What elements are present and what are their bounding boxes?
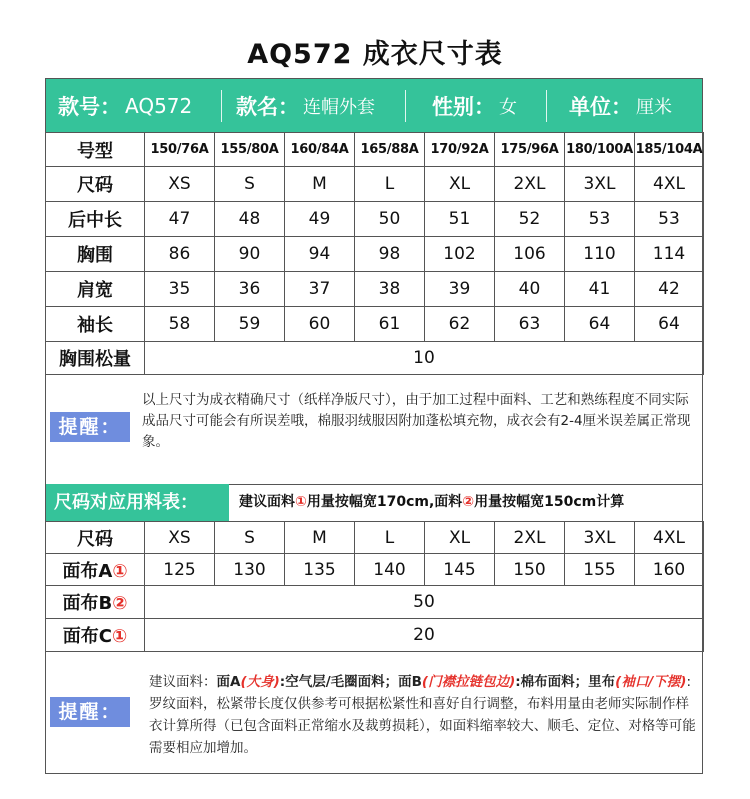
row-header: 胸围: [46, 237, 145, 272]
row-header: 后中长: [46, 202, 145, 237]
table-cell: 37: [285, 272, 355, 307]
style-number: 款号： AQ572: [58, 93, 193, 119]
table-cell: 135: [285, 554, 355, 586]
table-cell: 39: [425, 272, 495, 307]
style-name: 款名： 连帽外套: [236, 94, 375, 119]
table-cell: M: [285, 522, 355, 554]
table-cell: 59: [215, 307, 285, 342]
table-row: [46, 554, 704, 586]
table-cell: 63: [495, 307, 565, 342]
reminder-text: 建议面料：面A(大身):空气层/毛圈面料；面B(门襟拉链包边):棉布面料；里布(袖口/下摆):罗纹面料，松紧带长度仅供参考可根据松紧性和喜好自行调整，布料用量由老师实际制作样衣计算所得（已包含面料正常缩水及裁剪损耗），如面料缩率较大、顺毛、定位、对格等可能需要相应加增加。: [149, 674, 696, 756]
size-cell: 180/100A: [565, 133, 635, 167]
table-row: [46, 202, 704, 237]
table-cell: 145: [425, 554, 495, 586]
row-header: 面布C①: [46, 619, 145, 652]
table-cell: 53: [565, 202, 635, 237]
table-cell: 110: [565, 237, 635, 272]
row-header: 肩宽: [46, 272, 145, 307]
fabric-section-header: [46, 484, 702, 521]
row-header: 袖长: [46, 307, 145, 342]
row-header: 胸围松量: [46, 342, 145, 375]
table-cell: L: [355, 167, 425, 202]
size-cell: 185/104A: [635, 133, 704, 167]
table-cell: 4XL: [635, 522, 704, 554]
size-chart-frame: [45, 78, 703, 774]
table-cell: 48: [215, 202, 285, 237]
table-cell: 3XL: [565, 522, 635, 554]
table-cell: XL: [425, 522, 495, 554]
table-cell: 41: [565, 272, 635, 307]
table-cell: 50: [355, 202, 425, 237]
table-cell: 60: [285, 307, 355, 342]
table-cell: 64: [635, 307, 704, 342]
table-cell: 102: [425, 237, 495, 272]
table-row: [46, 586, 704, 619]
size-cell: 160/84A: [285, 133, 355, 167]
table-cell: 62: [425, 307, 495, 342]
table-cell: 64: [565, 307, 635, 342]
table-row: [46, 237, 704, 272]
table-cell: 53: [635, 202, 704, 237]
size-cell: 170/92A: [425, 133, 495, 167]
size-cell: 150/76A: [145, 133, 215, 167]
size-cell: 155/80A: [215, 133, 285, 167]
table-cell: 58: [145, 307, 215, 342]
table-cell: 3XL: [565, 167, 635, 202]
size-cell: 175/96A: [495, 133, 565, 167]
reminder-box: [46, 374, 702, 485]
table-row: [46, 133, 704, 167]
table-cell: 4XL: [635, 167, 704, 202]
table-cell: 49: [285, 202, 355, 237]
table-cell: S: [215, 522, 285, 554]
size-table: [45, 132, 704, 375]
table-row: [46, 272, 704, 307]
table-row: [46, 342, 704, 375]
table-cell: 2XL: [495, 167, 565, 202]
table-cell: S: [215, 167, 285, 202]
table-cell: 114: [635, 237, 704, 272]
gender: 性别： 女: [432, 94, 517, 119]
table-cell: 36: [215, 272, 285, 307]
table-cell: 2XL: [495, 522, 565, 554]
table-cell: 150: [495, 554, 565, 586]
table-cell: M: [285, 167, 355, 202]
table-row: [46, 307, 704, 342]
table-cell: 47: [145, 202, 215, 237]
row-header: 号型: [46, 133, 145, 167]
table-cell: 90: [215, 237, 285, 272]
fabric-c-value: 20: [145, 619, 704, 652]
table-cell: 42: [635, 272, 704, 307]
reminder-text: 以上尺寸为成衣精确尺寸（纸样净版尺寸），由于加工过程中面料、工艺和熟练程度不同实际成品尺寸可能会有所误差哦，棉服羽绒服因附加蓬松填充物，成衣会有2-4厘米误差属正常现象。: [142, 392, 691, 450]
table-cell: L: [355, 522, 425, 554]
table-cell: 155: [565, 554, 635, 586]
table-cell: 98: [355, 237, 425, 272]
table-cell: 130: [215, 554, 285, 586]
reminder-label: 提醒：: [50, 412, 130, 442]
table-cell: 52: [495, 202, 565, 237]
header-bar: [46, 79, 702, 132]
table-cell: 125: [145, 554, 215, 586]
table-cell: XL: [425, 167, 495, 202]
table-row: [46, 522, 704, 554]
row-header: 尺码: [46, 522, 145, 554]
fabric-b-value: 50: [145, 586, 704, 619]
table-row: [46, 619, 704, 652]
table-cell: 106: [495, 237, 565, 272]
table-cell: 51: [425, 202, 495, 237]
fabric-reminder-box: [46, 651, 702, 773]
fabric-table: [45, 521, 704, 652]
table-cell: 86: [145, 237, 215, 272]
table-cell: 94: [285, 237, 355, 272]
reminder-label: 提醒：: [50, 697, 130, 727]
size-cell: 165/88A: [355, 133, 425, 167]
table-cell: 160: [635, 554, 704, 586]
table-cell: 35: [145, 272, 215, 307]
table-row: [46, 167, 704, 202]
unit: 单位： 厘米: [569, 94, 672, 119]
table-cell: 61: [355, 307, 425, 342]
row-header: 尺码: [46, 167, 145, 202]
fabric-section-label: 尺码对应用料表：: [46, 484, 229, 521]
table-cell: 40: [495, 272, 565, 307]
chest-ease-value: 10: [145, 342, 704, 375]
row-header: 面布A①: [46, 554, 145, 586]
fabric-section-note: 建议面料①用量按幅宽170cm,面料②用量按幅宽150cm计算: [239, 494, 625, 510]
table-cell: XS: [145, 167, 215, 202]
table-cell: XS: [145, 522, 215, 554]
table-cell: 140: [355, 554, 425, 586]
table-cell: 38: [355, 272, 425, 307]
row-header: 面布B②: [46, 586, 145, 619]
page-title: AQ572 成衣尺寸表: [247, 39, 503, 70]
